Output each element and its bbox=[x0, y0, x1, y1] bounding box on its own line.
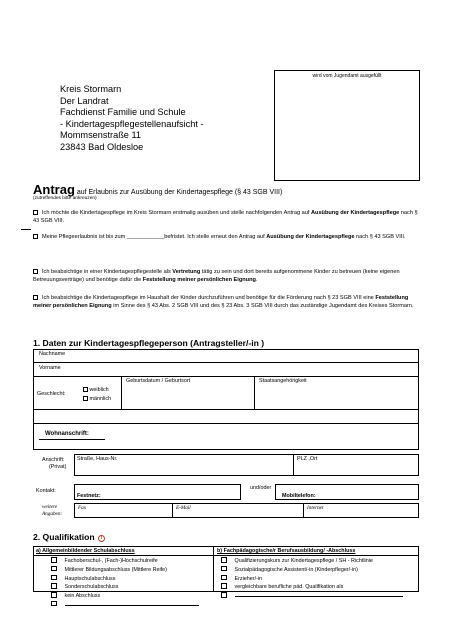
school-degree-other[interactable] bbox=[51, 601, 199, 610]
option-household: Ich beabsichtige die Kindertagespflege im Haushalt der Kinder durchzuführen und benötige für die Förderung nach § 23 SGB VIII eine Feststellung meiner persönlichen Eignung im Sinne des § 43 Abs. 2 SGB VIII und des § 23 Abs. 3 SGB VIII durch das zuständige Jugendamt des Kreises Stormarn. bbox=[33, 295, 414, 310]
privat-label: (Privat) bbox=[49, 464, 67, 470]
option-renewal: Meine Pflegeerlaubnis ist bis zum ____________befristet. Ich stelle erneut den Antrag auf Ausübung der Kindertagespflege nach § 43 SGB VIII. bbox=[33, 233, 419, 241]
staatsangehoerigkeit-field[interactable] bbox=[257, 386, 417, 407]
address-line: Fachdienst Familie und Schule bbox=[60, 107, 186, 118]
option-checkbox[interactable] bbox=[33, 210, 38, 215]
internet-field[interactable] bbox=[305, 511, 417, 517]
info-icon[interactable]: i bbox=[98, 535, 105, 542]
maennlich-checkbox[interactable] bbox=[83, 396, 88, 401]
kontakt-label: Kontakt: bbox=[36, 488, 56, 494]
email-label: E-Mail bbox=[176, 505, 191, 511]
strasse-field[interactable] bbox=[76, 463, 291, 474]
weitere-label: weitere bbox=[42, 504, 58, 510]
option-checkbox[interactable] bbox=[221, 566, 227, 572]
vocational-degree-option[interactable]: Sozialpädagogische Assistent/-in (Kinderpfleger/-in) bbox=[221, 566, 403, 575]
option-checkbox[interactable] bbox=[221, 575, 227, 581]
geschlecht-label: Geschlecht: bbox=[37, 391, 66, 397]
vocational-degree-option[interactable]: vergleichbare berufliche päd. Qualifikation als bbox=[221, 583, 403, 592]
wohnanschrift-heading: Wohnanschrift: bbox=[45, 431, 89, 437]
mobil-label: Mobiltelefon: bbox=[282, 493, 316, 499]
recipient-address bbox=[60, 84, 204, 154]
weiblich-option[interactable]: weiblich bbox=[83, 387, 109, 393]
address-line: Mommsenstraße 11 bbox=[60, 130, 142, 141]
section2-heading: 2. Qualifikation i bbox=[33, 532, 105, 542]
festnetz-label: Festnetz: bbox=[77, 493, 101, 499]
festnetz-field[interactable] bbox=[110, 486, 238, 498]
vocational-degree-other-field[interactable] bbox=[235, 596, 403, 597]
option-first-application: Ich möchte die Kindertagespflege im Kreis Stormarn erstmalig ausüben und stelle nachfolgenden Antrag auf Ausübung der Kindertagespflege nach § 43 SGB VIII. bbox=[33, 210, 418, 225]
nachname-label: Nachname bbox=[39, 351, 66, 357]
option-checkbox[interactable] bbox=[51, 601, 57, 607]
school-degree-option[interactable]: kein Abschluss bbox=[51, 592, 199, 601]
vorname-field[interactable] bbox=[80, 365, 416, 375]
school-degree-option[interactable]: Fachoberschul-, (Fach-)Hochschulreife bbox=[51, 557, 199, 566]
option-checkbox[interactable] bbox=[51, 557, 57, 563]
weiblich-checkbox[interactable] bbox=[83, 387, 88, 392]
option-checkbox[interactable] bbox=[221, 557, 227, 563]
anschrift-label: Anschrift: bbox=[42, 457, 65, 463]
fax-label: Fax bbox=[78, 505, 87, 511]
fax-field[interactable] bbox=[76, 511, 170, 517]
address-line: - Kindertagespflegestellenaufsicht - bbox=[60, 118, 204, 129]
email-field[interactable] bbox=[174, 511, 301, 517]
title-hint: (zutreffendes bitte ankreuzen) bbox=[33, 196, 97, 201]
school-degree-list bbox=[51, 557, 199, 610]
address-line: 23843 Bad Oldesloe bbox=[60, 141, 144, 152]
option-substitute: Ich beabsichtige in einer Kindertagespflegestelle als Vertretung tätig zu sein und dort bereits aufgenommene Kinder zu betreuen (keine eigenen Betreuungsverträge) und benötige dafür die Feststellung meiner persönlichen Eignung. bbox=[33, 269, 400, 284]
school-degree-other-field[interactable] bbox=[65, 605, 199, 606]
plz-field[interactable] bbox=[296, 463, 417, 474]
option-checkbox[interactable] bbox=[51, 566, 57, 572]
strasse-label: Straße, Haus-Nr. bbox=[77, 456, 118, 462]
fold-mark bbox=[21, 229, 31, 230]
section1-heading: 1. Daten zur Kindertagespflegeperson (Antragsteller/-in ) bbox=[33, 338, 265, 348]
school-degree-option[interactable]: Hauptschulabschluss bbox=[51, 575, 199, 584]
title-main: Antrag bbox=[33, 182, 75, 197]
internet-label: Internet bbox=[307, 505, 324, 511]
plz-label: PLZ ,Ort bbox=[297, 456, 318, 462]
geburtsdatum-label: Geburtsdatum / Geburtsort bbox=[126, 378, 191, 384]
address-line: Kreis Stormarn bbox=[60, 84, 122, 94]
option-checkbox[interactable] bbox=[33, 295, 38, 300]
mobil-field[interactable] bbox=[330, 486, 416, 498]
address-line: Der Landrat bbox=[60, 95, 109, 106]
vocational-degree-option[interactable]: Qualifizierungskurs zur Kindertagespflege / SH - Richtlinie bbox=[221, 557, 403, 566]
option-checkbox[interactable] bbox=[33, 269, 38, 274]
nachname-field[interactable] bbox=[80, 351, 416, 361]
office-use-label: wird vom Jugendamt ausgefüllt bbox=[312, 73, 382, 79]
option-checkbox[interactable] bbox=[51, 575, 57, 581]
option-checkbox[interactable] bbox=[33, 234, 38, 239]
school-degree-option[interactable]: Sonderschulabschluss bbox=[51, 583, 199, 592]
maennlich-option[interactable]: männlich bbox=[83, 396, 111, 402]
vorname-label: Vorname bbox=[39, 365, 61, 371]
school-degree-title: a) Allgemeinbildender Schulabschluss bbox=[36, 548, 135, 554]
option-checkbox[interactable] bbox=[51, 592, 57, 598]
office-use-box bbox=[274, 70, 420, 181]
option-checkbox[interactable] bbox=[221, 583, 227, 589]
title-rest: auf Erlaubnis zur Ausübung der Kindertagespflege (§ 43 SGB VIII) bbox=[74, 189, 283, 196]
vocational-degree-option[interactable]: Erzieher/-in bbox=[221, 575, 403, 584]
undoder-label: und/oder bbox=[250, 485, 272, 491]
vocational-degree-list bbox=[221, 557, 403, 601]
angaben-label: Angaben: bbox=[42, 511, 63, 517]
option-checkbox[interactable] bbox=[51, 583, 57, 589]
school-degree-option[interactable]: Mittlerer Bildungsabschluss (Mittlere Reife) bbox=[51, 566, 199, 575]
vocational-degree-title: b) Fachpädagogische/r Berufsausbildung/ -Abschluss bbox=[217, 548, 356, 554]
geburtsdatum-field[interactable] bbox=[124, 386, 252, 407]
option-checkbox[interactable] bbox=[221, 592, 227, 598]
staatsangehoerigkeit-label: Staatsangehörigkeit bbox=[259, 378, 307, 384]
vocational-degree-other[interactable] bbox=[221, 592, 403, 601]
